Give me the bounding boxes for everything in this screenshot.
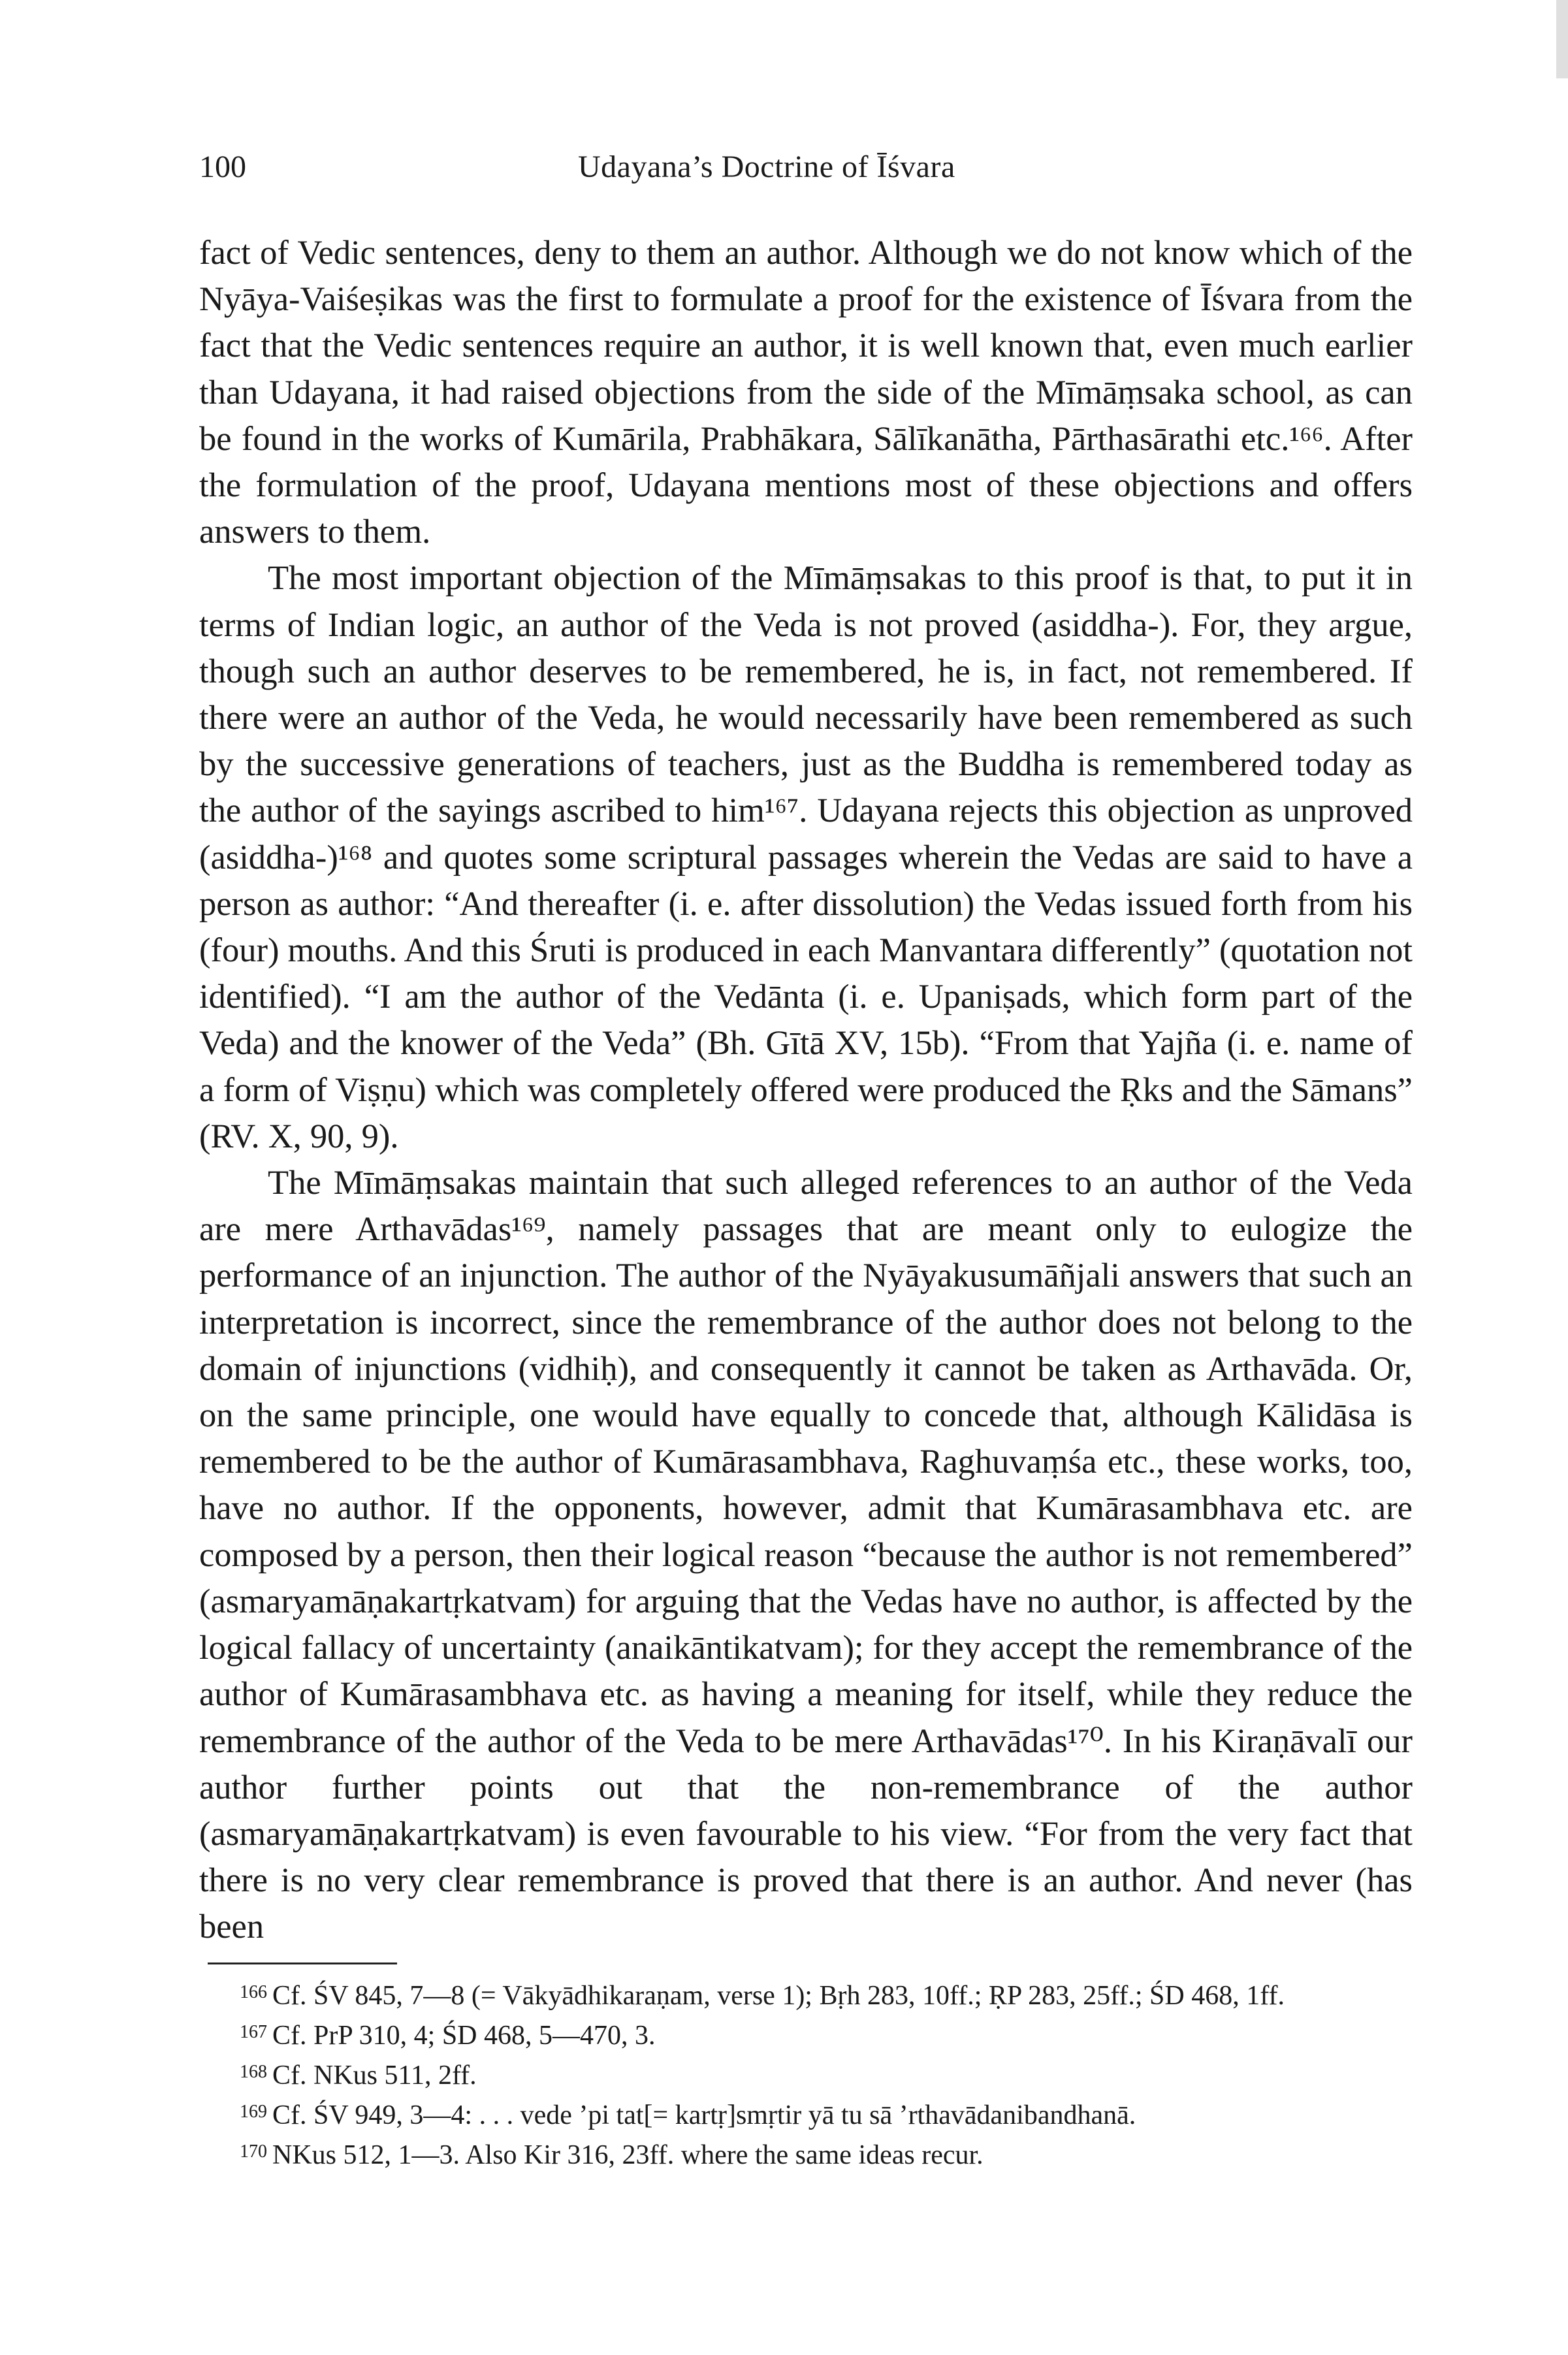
- footnote-number: 168: [240, 2062, 267, 2082]
- footnote-divider: [208, 1962, 397, 1964]
- footnote-number: 167: [240, 2022, 267, 2042]
- footnote-number: 166: [240, 1982, 267, 2002]
- scan-edge-mark: [1556, 0, 1568, 78]
- footnote-number: 170: [240, 2141, 267, 2162]
- running-title: Udayana’s Doctrine of Īśvara: [578, 150, 955, 184]
- footnote: [199, 2054, 1413, 2094]
- paragraph: The most important objection of the Mīmāṃsakas to this proof is that, to put it in terms of Indian logic, an author of the Veda is not proved (asiddha-). For, they argue, though such an author deserves to be remembered, he is, in fact, not remembered. If there were an author of the Veda, he would necessarily have been remembered as such by the successive generations of teachers, just as the Buddha is remembered today as the author of the sayings ascribed to him¹⁶⁷. Udayana rejects this objection as unproved (asiddha-)¹⁶⁸ and quotes some scriptural passages wherein the Vedas are said to have a person as author: “And thereafter (i. e. after dissolution) the Vedas issued forth from his (four) mouths. And this Śruti is produced in each Manvantara differently” (quotation not identified). “I am the author of the Vedānta (i. e. Upaniṣads, which form part of the Veda) and the knower of the Veda” (Bh. Gītā XV, 15b). “From that Yajña (i. e. name of a form of Viṣṇu) which was completely offered were produced the Ṛks and the Sāmans” (RV. X, 90, 9).: [199, 559, 1413, 1155]
- footnote: [199, 2134, 1413, 2173]
- footnote-text: NKus 512, 1—3. Also Kir 316, 23ff. where the same ideas recur.: [272, 2140, 984, 2170]
- footnotes: [199, 1974, 1413, 2173]
- footnote-number: 169: [240, 2102, 267, 2122]
- footnote: [199, 1974, 1413, 2014]
- paragraph: fact of Vedic sentences, deny to them an author. Although we do not know which of the Nyāya-Vaiśeṣikas was the first to formulate a proof for the existence of Īśvara from the fact that the Vedic sentences require an author, it is well known that, even much earlier than Udayana, it had raised objections from the side of the Mīmāṃsaka school, as can be found in the works of Kumārila, Prabhākara, Sālīkanātha, Pārthasārathi etc.¹⁶⁶. After the formulation of the proof, Udayana mentions most of these objections and offers answers to them.: [199, 234, 1413, 551]
- page-header: [199, 149, 1414, 195]
- footnote-text: Cf. PrP 310, 4; ŚD 468, 5—470, 3.: [272, 2021, 656, 2051]
- footnote: [199, 2094, 1413, 2134]
- footnote: [199, 2014, 1413, 2054]
- footnote-text: Cf. ŚV 949, 3—4: . . . vede ’pi tat[= kartṛ]smṛtir yā tu sā ’rthavādanibandhanā.: [272, 2100, 1136, 2130]
- paragraph: The Mīmāṃsakas maintain that such alleged references to an author of the Veda are mere Arthavādas¹⁶⁹, namely passages that are meant only to eulogize the performance of an injunction. The author of the Nyāyakusumāñjali answers that such an interpretation is incorrect, since the remembrance of the author does not belong to the domain of injunctions (vidhiḥ), and consequently it cannot be taken as Arthavāda. Or, on the same principle, one would have equally to concede that, although Kālidāsa is remembered to be the author of Kumārasambhava, Raghuvaṃśa etc., these works, too, have no author. If the opponents, however, admit that Kumārasambhava etc. are composed by a person, then their logical reason “because the author is not remembered” (asmaryamāṇakartṛkatvam) for arguing that the Vedas have no author, is affected by the logical fallacy of uncertainty (anaikāntikatvam); for they accept the remembrance of the author of Kumārasambhava etc. as having a meaning for itself, while they reduce the remembrance of the author of the Veda to be mere Arthavādas¹⁷⁰. In his Kiraṇāvalī our author further points out that the non-remembrance of the author (asmaryamāṇakartṛkatvam) is even favourable to his view. “For from the very fact that there is no very clear remembrance is proved that there is an author. And never (has been: [199, 1164, 1413, 1946]
- main-text: [199, 230, 1413, 1951]
- page-number: 100: [199, 150, 246, 184]
- footnote-text: Cf. NKus 511, 2ff.: [272, 2060, 477, 2091]
- footnote-text: Cf. ŚV 845, 7—8 (= Vākyādhikaraṇam, verse 1); Bṛh 283, 10ff.; ṚP 283, 25ff.; ŚD 468, 1ff.: [272, 1981, 1285, 2011]
